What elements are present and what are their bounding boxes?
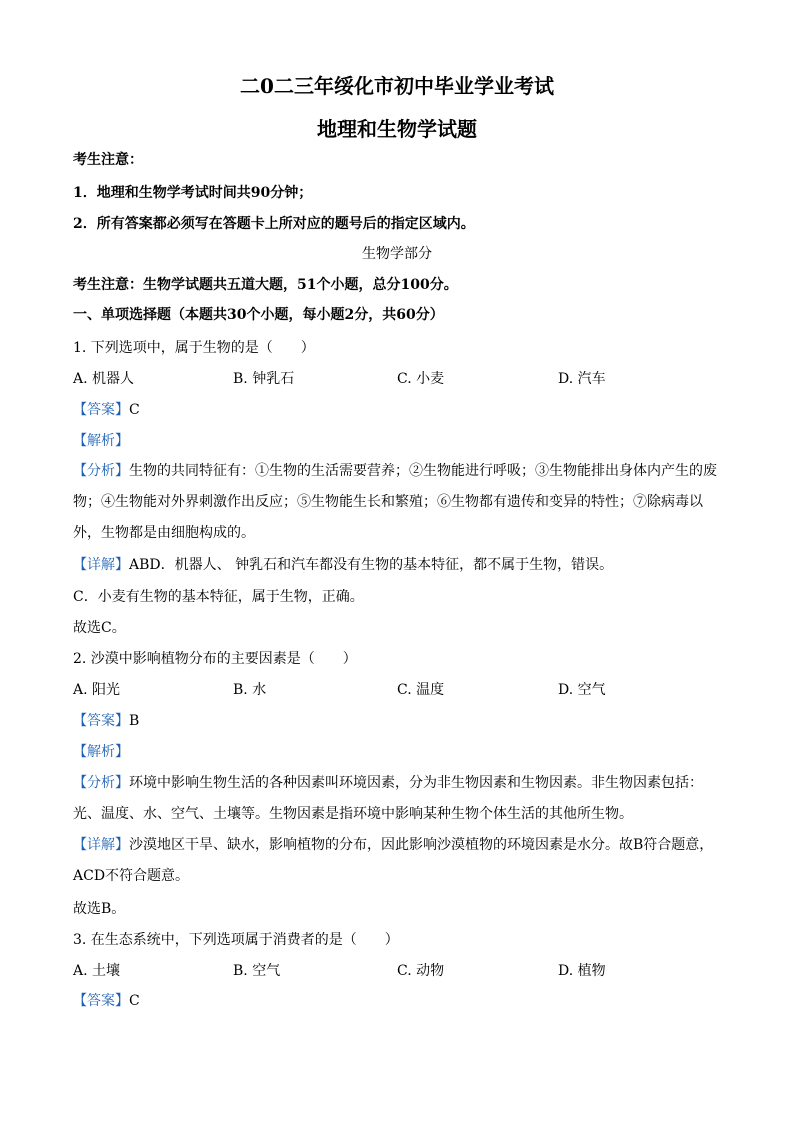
answer-value: B xyxy=(129,713,140,729)
q1-option-c: C. 小麦 xyxy=(397,371,445,387)
q1-analysis-heading xyxy=(73,431,129,451)
q1-fenxi xyxy=(73,456,723,549)
section-title: 生物学部分 xyxy=(362,246,432,262)
xiangjie-tag: 【详解】 xyxy=(73,557,129,573)
q3-option-c: C. 动物 xyxy=(397,963,445,979)
fenxi-text: 环境中影响生物生活的各种因素叫环境因素，分为非生物因素和生物因素。非生物因素包括：光、温度、水、空气、土壤等。生物因素是指环境中影响某种生物个体生活的其他所生物。 xyxy=(73,775,703,822)
fenxi-tag: 【分析】 xyxy=(73,463,129,479)
question-2-stem: 2. 沙漠中影响植物分布的主要因素是（ ） xyxy=(73,651,357,667)
q1-option-d: D. 汽车 xyxy=(558,371,606,387)
xiangjie-tag: 【详解】 xyxy=(73,837,129,853)
answer-tag: 【答案】 xyxy=(73,402,129,418)
q1-xiangjie-line2: C．小麦有生物的基本特征，属于生物，正确。 xyxy=(73,589,364,605)
q2-option-a: A. 阳光 xyxy=(73,682,121,698)
answer-value: C xyxy=(129,993,140,1009)
analysis-tag: 【解析】 xyxy=(73,433,129,449)
q3-answer xyxy=(73,991,140,1011)
question-3-stem: 3. 在生态系统中，下列选项属于消费者的是（ ） xyxy=(73,932,399,948)
q1-option-b: B. 钟乳石 xyxy=(233,371,295,387)
q1-answer xyxy=(73,400,140,420)
question-1-stem: 1. 下列选项中，属于生物的是（ ） xyxy=(73,340,315,356)
answer-tag: 【答案】 xyxy=(73,993,129,1009)
q1-xiangjie xyxy=(73,555,613,575)
q2-xiangjie xyxy=(73,830,723,892)
q2-option-c: C. 温度 xyxy=(397,682,445,698)
answer-value: C xyxy=(129,402,140,418)
fenxi-tag: 【分析】 xyxy=(73,775,129,791)
xiangjie-text: ABD．机器人、 钟乳石和汽车都没有生物的基本特征，都不属于生物，错误。 xyxy=(129,557,614,573)
q2-option-b: B. 水 xyxy=(233,682,267,698)
q2-conclusion: 故选B。 xyxy=(73,901,126,917)
part-one-heading: 一、单项选择题（本题共30个小题，每小题2分，共60分） xyxy=(73,307,444,323)
q3-option-a: A. 土壤 xyxy=(73,963,121,979)
q2-fenxi xyxy=(73,768,723,830)
notice-item-1: 1．地理和生物学考试时间共90分钟； xyxy=(73,185,313,201)
q3-option-b: B. 空气 xyxy=(233,963,281,979)
q2-answer xyxy=(73,711,139,731)
xiangjie-text: 沙漠地区干旱、缺水，影响植物的分布，因此影响沙漠植物的环境因素是水分。故B符合题意，ACD不符合题意。 xyxy=(73,837,714,884)
q3-option-d: D. 植物 xyxy=(558,963,606,979)
q1-conclusion: 故选C。 xyxy=(73,620,126,636)
section-notice: 考生注意：生物学试题共五道大题，51个小题，总分100分。 xyxy=(73,277,458,293)
exam-title: 二0二三年绥化市初中毕业学业考试 xyxy=(240,74,554,98)
exam-subtitle: 地理和生物学试题 xyxy=(317,117,477,141)
notice-item-2: 2．所有答案都必须写在答题卡上所对应的题号后的指定区域内。 xyxy=(73,216,475,232)
q2-option-d: D. 空气 xyxy=(558,682,606,698)
q2-analysis-heading xyxy=(73,742,129,762)
notice-heading: 考生注意： xyxy=(73,152,143,168)
fenxi-text: 生物的共同特征有：①生物的生活需要营养；②生物能进行呼吸；③生物能排出身体内产生的废物；④生物能对外界刺激作出反应；⑤生物能生长和繁殖；⑥生物都有遗传和变异的特性；⑦除病毒以外，生物都是由细胞构成的。 xyxy=(73,463,717,541)
answer-tag: 【答案】 xyxy=(73,713,129,729)
analysis-tag: 【解析】 xyxy=(73,744,129,760)
q1-option-a: A. 机器人 xyxy=(73,371,135,387)
